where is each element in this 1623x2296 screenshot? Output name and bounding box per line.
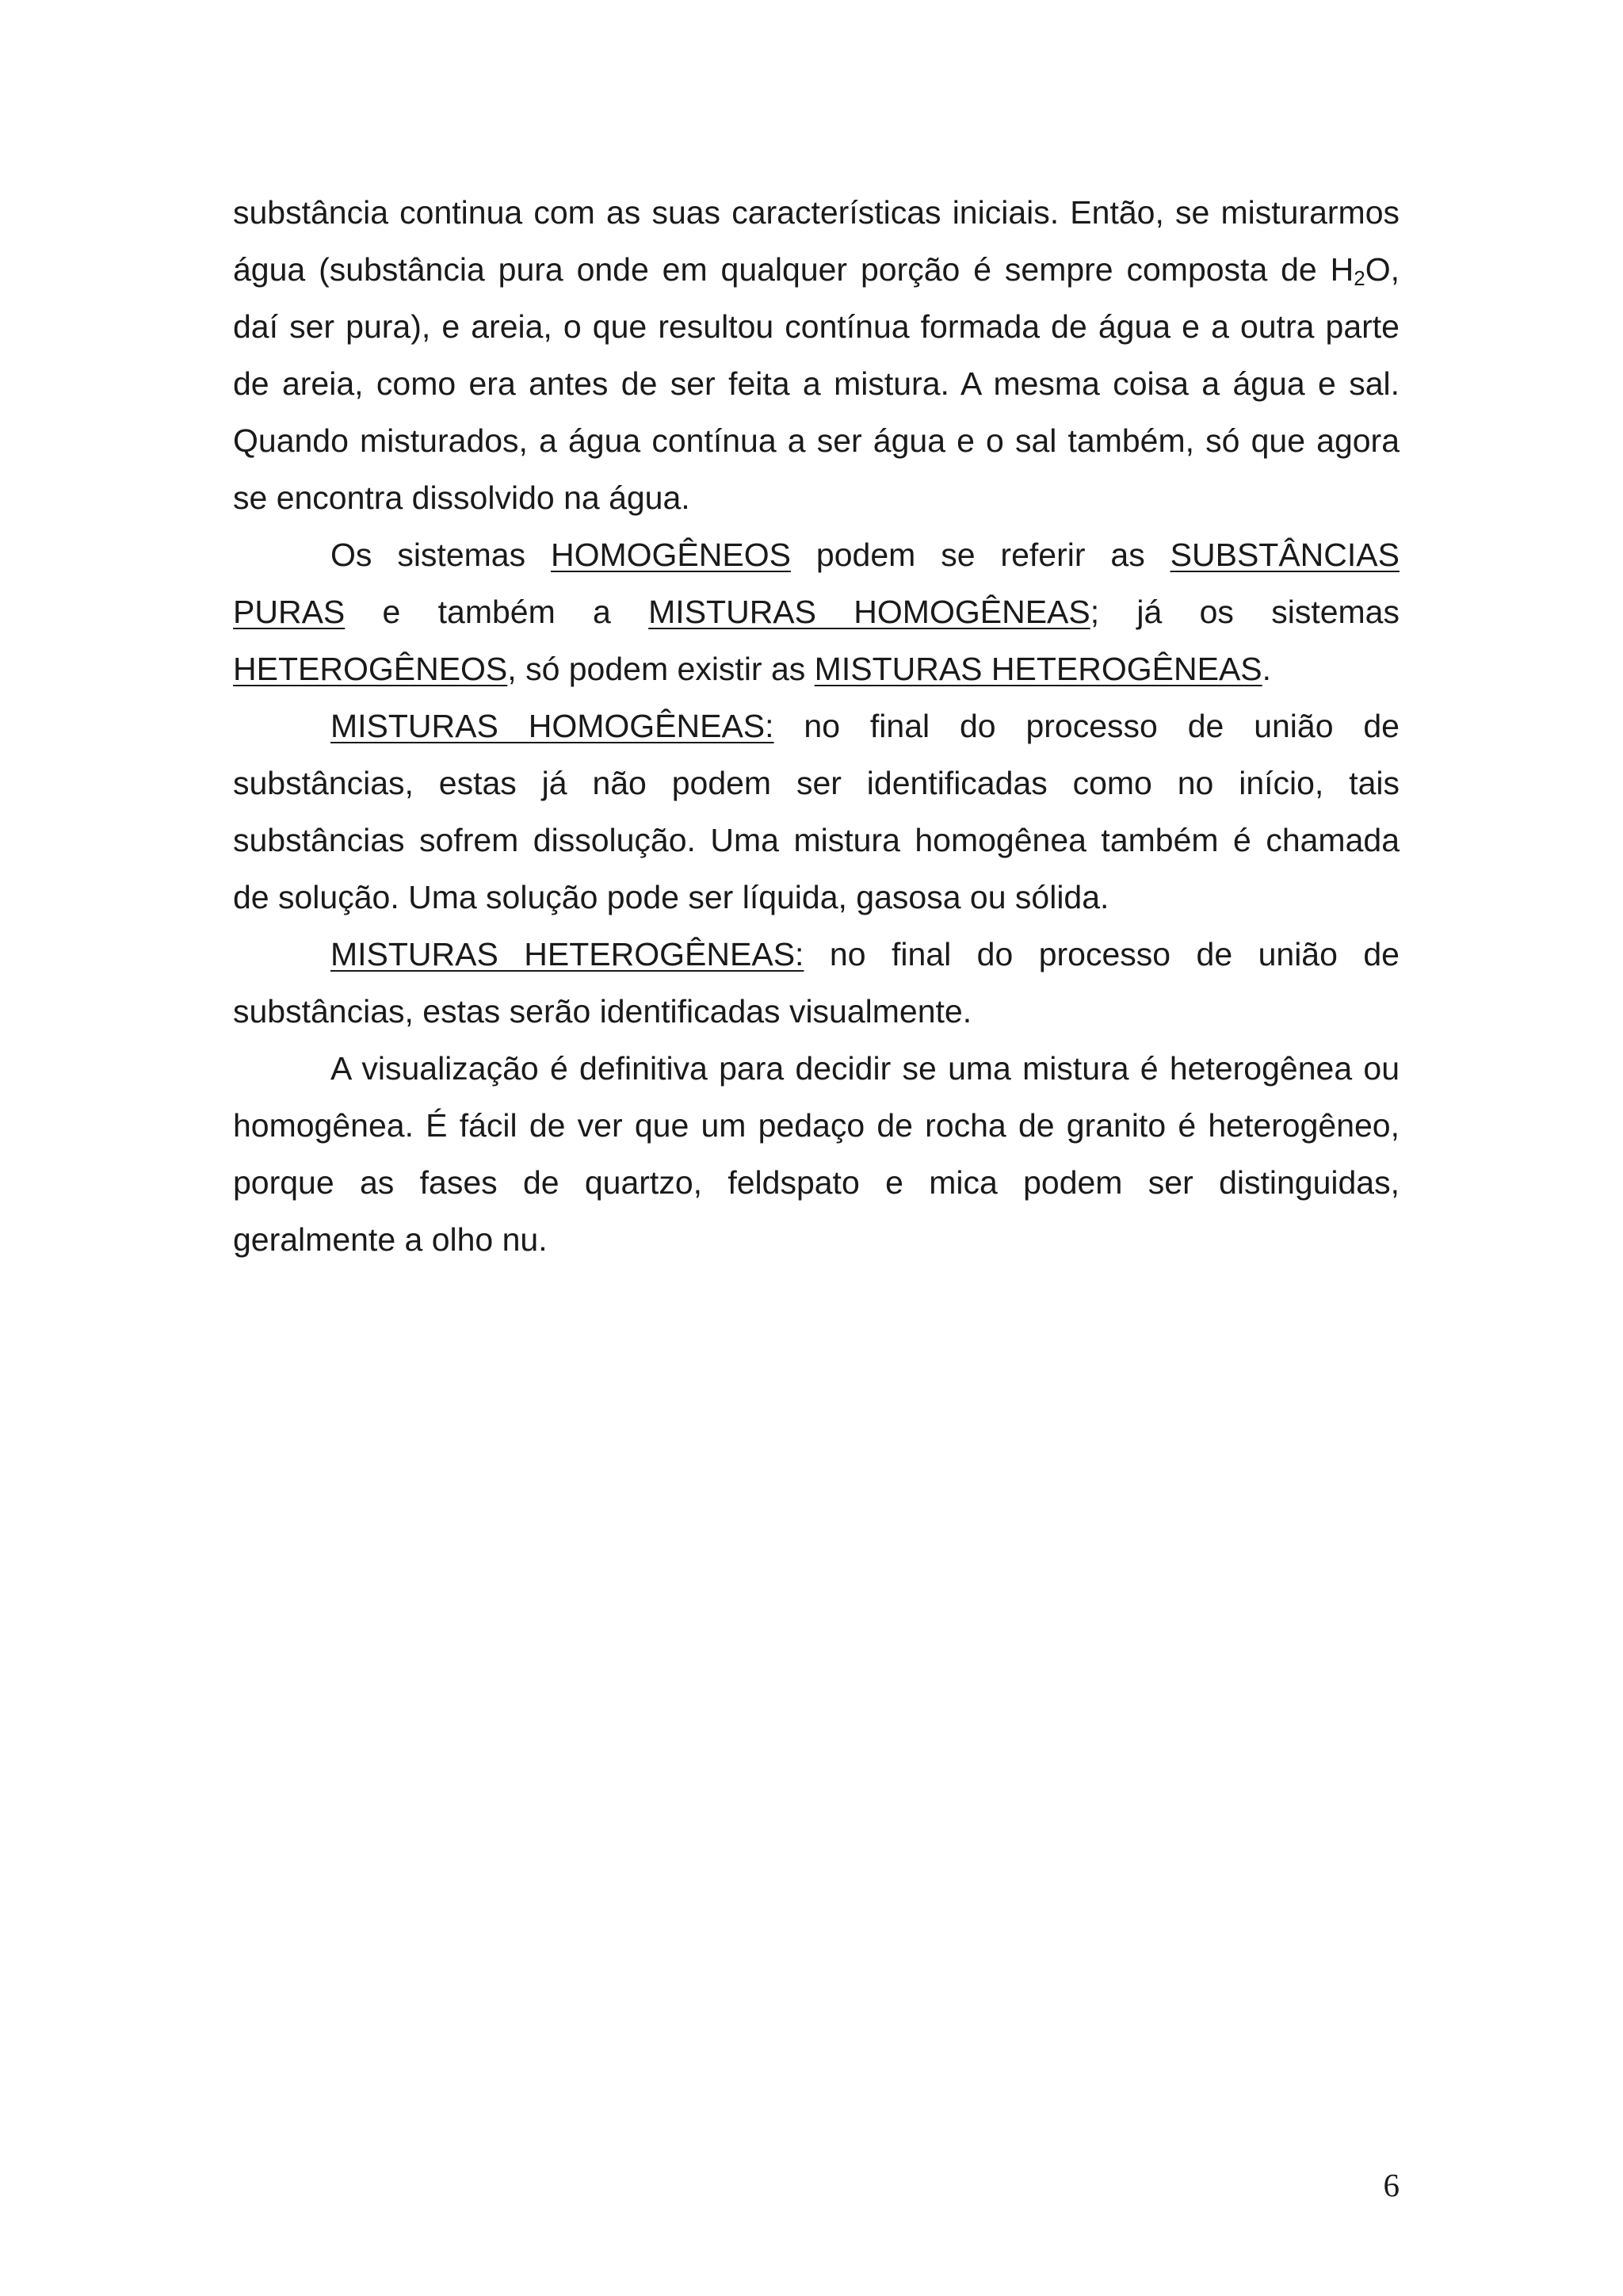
body-text [233, 184, 1400, 1268]
paragraph-text: no final do processo de união de substâncias, estas já não podem ser identificadas como no início, tais substâncias sofrem dissolução. Uma mistura homogênea também é chamada de solução. Uma solução pode ser líquida, gasosa ou sólida. [233, 708, 1400, 915]
paragraph-text: . [1262, 651, 1272, 687]
paragraph-heterogeneous-mixtures [233, 926, 1400, 1040]
paragraph-systems [233, 526, 1400, 697]
paragraph-text: , só podem existir as [507, 651, 815, 687]
section-heading: MISTURAS HOMOGÊNEAS: [330, 708, 774, 744]
page-number: 6 [1383, 2167, 1400, 2203]
underlined-term: MISTURAS HETEROGÊNEAS [814, 651, 1262, 687]
paragraph-text: ; já os sistemas [1090, 594, 1400, 630]
section-heading: MISTURAS HETEROGÊNEAS: [330, 936, 804, 972]
underlined-term: SUBSTÂNCIAS PURAS [233, 537, 1400, 630]
underlined-term: HOMOGÊNEOS [551, 537, 791, 573]
paragraph-text: Os sistemas [330, 537, 551, 573]
paragraph-homogeneous-mixtures [233, 697, 1400, 926]
subscript-2: 2 [1354, 266, 1365, 290]
paragraph-text: podem se referir as [790, 537, 1170, 573]
paragraph-text: O, daí ser pura), e areia, o que resultou contínua formada de água e a outra parte de areia, como era antes de ser feita a mistura. A mesma coisa a água e sal. Quando misturados, a água contínua a ser água e o sal também, só que agora se encontra dissolvido na água. [233, 251, 1400, 516]
paragraph-visualization [233, 1040, 1400, 1268]
paragraph-text: no final do processo de união de substâncias, estas serão identificadas visualmente. [233, 936, 1400, 1030]
underlined-term: MISTURAS HOMOGÊNEAS [648, 594, 1090, 630]
paragraph-text: substância continua com as suas características iniciais. Então, se misturarmos água (substância pura onde em qualquer porção é sempre composta de H [233, 194, 1400, 288]
underlined-term: HETEROGÊNEOS [233, 651, 508, 687]
paragraph-text: A visualização é definitiva para decidir se uma mistura é heterogênea ou homogênea. É fácil de ver que um pedaço de rocha de granito é heterogêneo, porque as fases de quartzo, feldspato e mica podem ser distinguidas, geralmente a olho nu. [233, 1050, 1400, 1258]
paragraph-continuation [233, 184, 1400, 526]
paragraph-text: e também a [345, 594, 649, 630]
